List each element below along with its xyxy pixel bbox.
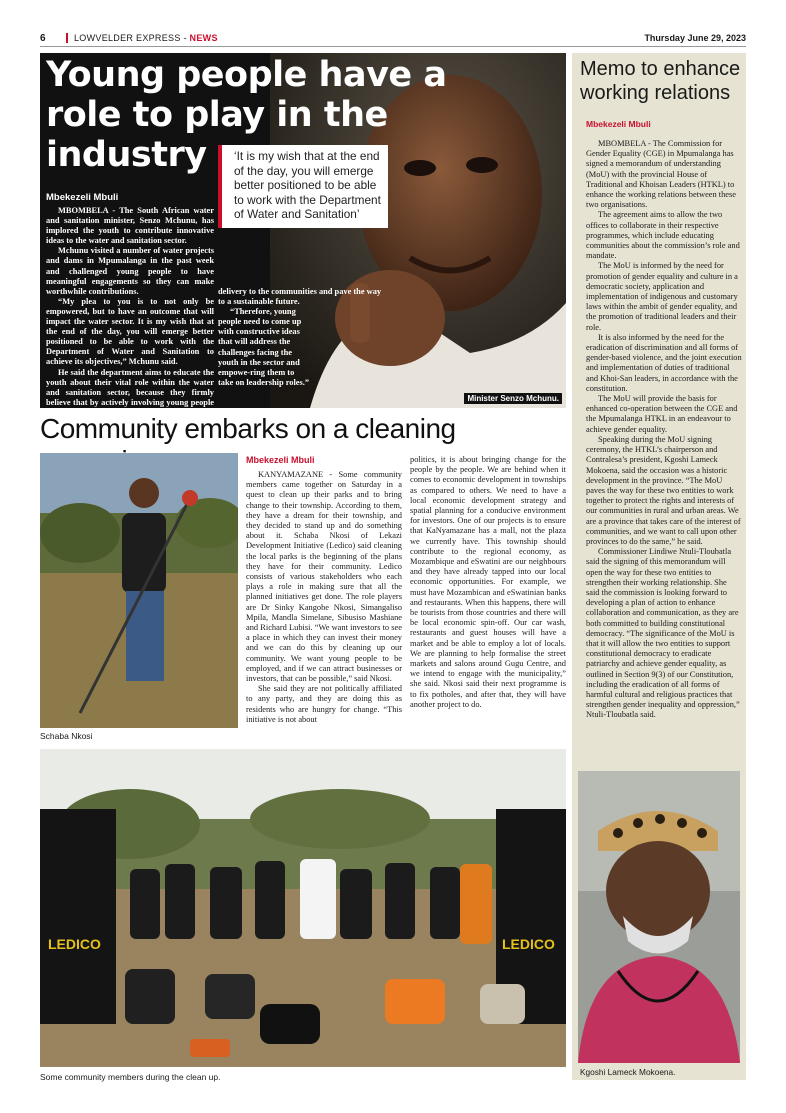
lead-story — [40, 53, 566, 408]
section-name: NEWS — [189, 33, 218, 43]
community-paragraph: politics, it is about bringing change for the people by the people. We are behind when it comes to economic development in townships as compared to others. We need to have a local economic development strategy and spatial planning for a conducive environment for investors. One of our projects is to ensure that KaNyamazane has a mall, not the plaza we currently have. This township should contribute to the regional economy, as Mozambique and eSwatini are our neighbours and they have already tapped into our local economic opportunities. For example, we must have Mozambican and eSwatinian banks and restaurants. When this happens, there will be tourists from those countries and there will be local economic spin-off. Our car wash, restaurants and guest houses will have a market and be able to employ a lot of locals. We are planning to help formalise the street markets and salons around Gugu Centre, and we intend to engage with the municipality,” she said. Nkosi said their next programme is to fix potholes, and after that, they will have another project to do. — [410, 455, 566, 709]
pull-quote: ‘It is my wish that at the end of the day, you will emerge better positioned to be able to work with the Department of Water and Sanitation’ — [218, 145, 388, 228]
lead-paragraph: “My plea to you is to not only be empowered, but to have an outcome that will impact the water sector. It is my wish that at the end of the day, you will emerge better positioned to be able to work with the Department of Water and Sanitation to achieve its objectives,” Mchunu said. — [46, 296, 214, 367]
memo-paragraph: The agreement aims to allow the two offices to collaborate in their respective programmes, which include educating communities about the commission’s role and mandate. — [586, 210, 740, 261]
kgoshi-photo-caption: Kgoshi Lameck Mokoena. — [580, 1067, 676, 1077]
memo-paragraph: MBOMBELA - The Commission for Gender Equality (CGE) in Mpumalanga has signed a memorandum of understanding (MoU) with the provincial House of Traditional and Khoisan Leaders (HTKL) to enhance the working relations between these two organisations. — [586, 139, 736, 210]
group-photo-caption: Some community members during the clean up. — [40, 1072, 221, 1082]
community-paragraph: KANYAMAZANE - Some community members came together on Saturday in a quest to clean up their parks and to bring change to their township. According to them, they have a dream for their township, and they decided to stand up and do something about it. Schaba Nkosi of Lekazi Development Initiative (Ledico) said cleaning the local parks is the beginning of the plans they have for their community. Ledico consists of various stakeholders who each plays a role in making sure that all the planned initiatives get done. The role players are Dr Sinky Kangobe Nkosi, Simangaliso Mpila, Mandla Simelane, Sibusiso Mashiane and Richard Lubisi. “We want investors to see a place in which they can invest their money and we can do this by cleaning up our community. We want young people to be employed, and if we can attract businesses or investors, that can be possible,” said Nkosi. — [246, 470, 402, 684]
memo-sidebar — [572, 53, 746, 1080]
memo-paragraph: The MoU is informed by the need for promotion of gender equality and culture in a democratic society, application and implementation of indigenous and customary laws within the ambit of gender equality, and the promotion of traditional leaders and their role. — [586, 261, 738, 332]
schaba-photo-caption: Schaba Nkosi — [40, 731, 93, 741]
ledico-banner-left: LEDICO — [48, 936, 101, 952]
lead-paragraph: delivery to the communities and pave the way to a sustainable future. — [218, 287, 382, 307]
community-column-1 — [246, 470, 402, 725]
kgoshi-mokoena-photo — [578, 771, 740, 1063]
ledico-banner-right: LEDICO — [502, 936, 555, 952]
page-header — [40, 33, 746, 47]
community-column-2 — [410, 455, 566, 710]
lead-paragraph: MBOMBELA - The South African water and sanitation minister, Senzo Mchunu, has implored the youth to contribute innovative ideas to the water and sanitation sector. — [46, 206, 214, 246]
minister-photo-caption: Minister Senzo Mchunu. — [464, 393, 562, 404]
memo-paragraph: The MoU will provide the basis for enhanced co-operation between the CGE and the Mpumalanga HTKL in an endeavour to achieve gender equality. — [586, 394, 738, 434]
memo-paragraph: It is also informed by the need for the eradication of discrimination and all forms of gender-based violence, and the joint execution and implementation of duties of traditional and Khoi-San leaders, in accordance with the constitution. — [586, 332, 742, 393]
lead-headline: Young people have a role to play in the industry — [46, 55, 447, 175]
memo-byline: Mbekezeli Mbuli — [586, 119, 651, 129]
publication-name: LOWVELDER EXPRESS - NEWS — [66, 33, 218, 43]
lead-byline: Mbekezeli Mbuli — [46, 192, 119, 203]
memo-paragraph: Commissioner Lindiwe Ntuli-Tloubatla said the signing of this memorandum will open the way for these two entities to strengthen their working relationship. She said the commission is looking forward to developing a plan of action to enhance collaboration and communication, as they are both committed to building constitutional democracy. “The significance of the MoU is that it will allow the two entities to support constitutional democracy to eradicate patriarchy and achieve gender equality, as outlined in Section 9(3) of our Constitution, including the eradication of all forms of harmful cultural and religious practices that strengthen gender inequality and oppression,” Ntuli-Tloubatla said. — [586, 547, 740, 720]
memo-headline: Memo to enhance working relations — [580, 58, 741, 104]
community-paragraph: She said they are not politically affiliated to any party, and they are doing this as residents who are hungry for change. “This initiative is not about — [246, 684, 402, 724]
lead-column-1 — [46, 206, 214, 408]
community-headline: Community embarks on a cleaning — [40, 413, 456, 444]
memo-paragraph: Speaking during the MoU signing ceremony, the HTKL’s chairperson and Contralesa’s president, Kgoshi Lameck Mokoena, said the occasion was a historic development in the province. “The MoU paves the way for these two entities to work together to protect the rights and interests of our communities in rural and urban areas. We are a province that takes care of the interest of communities, and we want to call upon other provinces to do the same,” he said. — [586, 434, 741, 546]
community-byline: Mbekezeli Mbuli — [246, 455, 315, 465]
issue-date: Thursday June 29, 2023 — [644, 33, 746, 43]
lead-paragraph: He said the department aims to educate the youth about their vital role within the water and sanitation sector, because they firmly believe that by actively involving young people — [46, 367, 214, 407]
lead-paragraph: Mchunu visited a number of water projects and dams in Mpumalanga in the past week and challenged young people to have meaningful engagements so they can make worthwhile contributions. — [46, 246, 214, 296]
schaba-nkosi-photo — [40, 453, 238, 728]
page-number: 6 — [40, 33, 46, 44]
memo-body — [586, 139, 742, 721]
lead-paragraph: “Therefore, young people need to come up with constructive ideas that will address the challenges facing the youth in the sector and empowe-ring them to take on leadership roles.” — [218, 307, 310, 387]
cleanup-group-photo — [40, 749, 566, 1067]
lead-column-2 — [218, 287, 390, 388]
